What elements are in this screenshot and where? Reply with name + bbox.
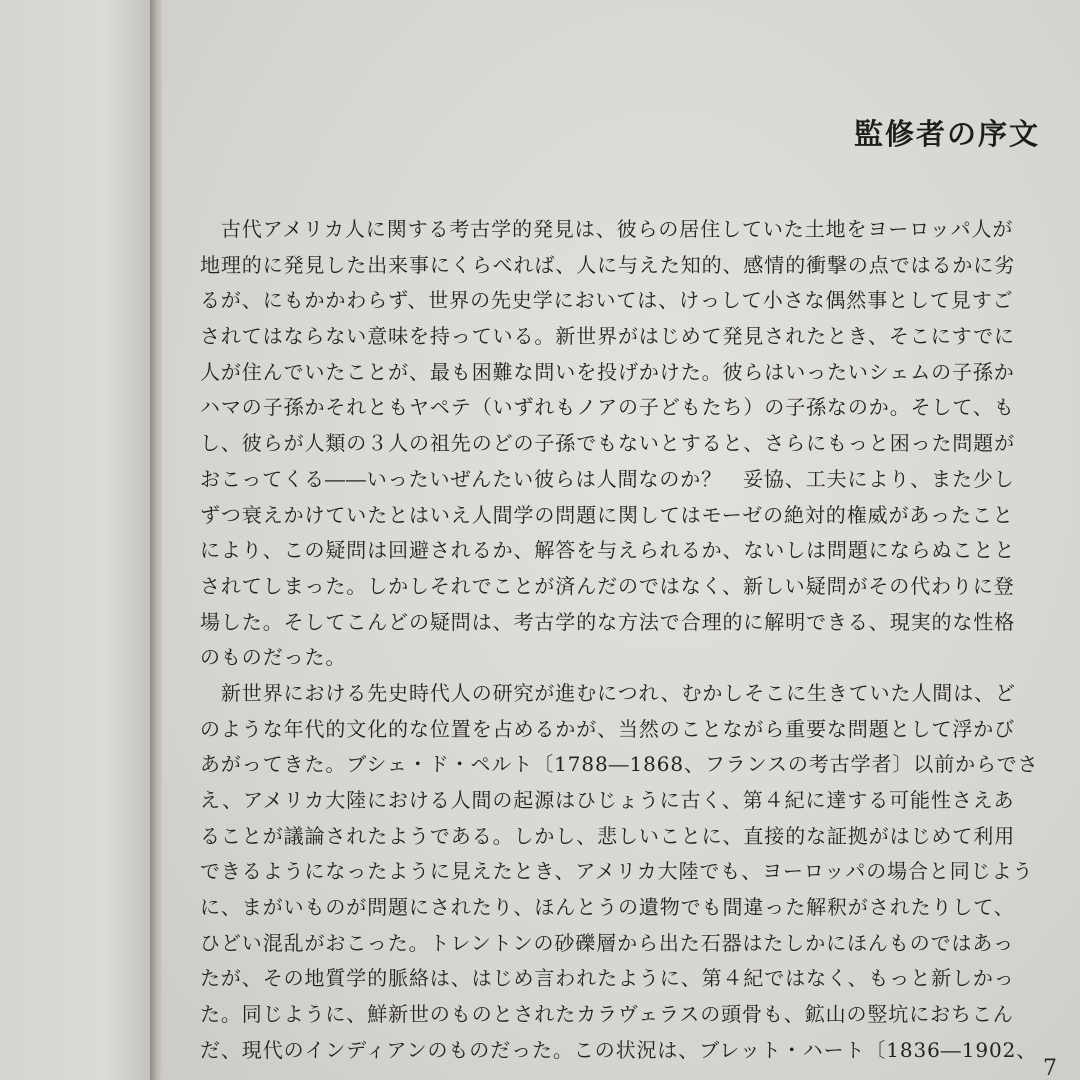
text-line: に、まがいものが問題にされたり、ほんとうの遺物でも間違った解釈がされたりして、 [200, 895, 1015, 920]
text-line: ることが議論されたようである。しかし、悲しいことに、直接的な証拠がはじめて利用 [200, 823, 1016, 848]
text-line: るが、にもかかわらず、世界の先史学においては、けっして小さな偶然事として見すご [200, 288, 1014, 313]
text-line: おこってくる――いったいぜんたい彼らは人間なのか？ 妥協、工夫により、また少し [200, 466, 1015, 491]
text-line: 新世界における先史時代人の研究が進むにつれ、むかしそこに生きていた人間は、ど [200, 680, 1016, 705]
text-line: ハマの子孫かそれともヤペテ（いずれもノアの子どもたち）の子孫なのか。そして、も [200, 395, 1015, 420]
text-line: あがってきた。ブシェ・ド・ペルト〔1788―1868、フランスの考古学者〕以前からでさ [200, 752, 1039, 777]
text-line: 古代アメリカ人に関する考古学的発見は、彼らの居住していた土地をヨーロッパ人が [200, 217, 1014, 241]
text-line: ずつ衰えかけていたとはいえ人間学の問題に関してはモーゼの絶対的権威があったこと [200, 502, 1014, 527]
text-line: のものだった。 [200, 645, 347, 670]
text-line: だ、現代のインディアンのものだった。この状況は、ブレット・ハート〔1836―1902、 [200, 1037, 1038, 1062]
page-number: 7 [1043, 1056, 1057, 1080]
body-text [200, 212, 1039, 1069]
left-page [0, 0, 152, 1080]
page-heading: 監修者の序文 [853, 117, 1040, 151]
text-line: により、この疑問は回避されるか、解答を与えられるか、ないしは問題にならぬことと [200, 538, 1016, 563]
text-line: た。同じように、鮮新世のものとされたカラヴェラスの頭骨も、鉱山の竪坑におちこん [200, 1002, 1014, 1027]
text-line: たが、その地質学的脈絡は、はじめ言われたように、第４紀ではなく、もっと新しかっ [200, 966, 1015, 991]
text-line: のような年代的文化的な位置を占めるかが、当然のことながら重要な問題として浮かび [200, 716, 1016, 741]
text-line: できるようになったように見えたとき、アメリカ大陸でも、ヨーロッパの場合と同じよう [200, 859, 1034, 884]
text-line: されてはならない意味を持っている。新世界がはじめて発見されたとき、そこにすでに [200, 324, 1015, 349]
text-line: 人が住んでいたことが、最も困難な問いを投げかけた。彼らはいったいシェムの子孫か [200, 359, 1015, 384]
text-line: 地理的に発見した出来事にくらべれば、人に与えた知的、感情的衝撃の点ではるかに劣 [200, 252, 1016, 277]
text-line: ひどい混乱がおこった。トレントンの砂礫層から出た石器はたしかにほんものではあっ [200, 930, 1014, 955]
text-line: 場した。そしてこんどの疑問は、考古学的な方法で合理的に解明できる、現実的な性格 [200, 609, 1016, 634]
text-line: え、アメリカ大陸における人間の起源はひじょうに古く、第４紀に達する可能性さえあ [200, 788, 1015, 812]
text-line: し、彼らが人類の３人の祖先のどの子孫でもないとすると、さらにもっと困った問題が [200, 431, 1016, 456]
text-line: されてしまった。しかしそれでことが済んだのではなく、新しい疑問がその代わりに登 [200, 573, 1015, 598]
